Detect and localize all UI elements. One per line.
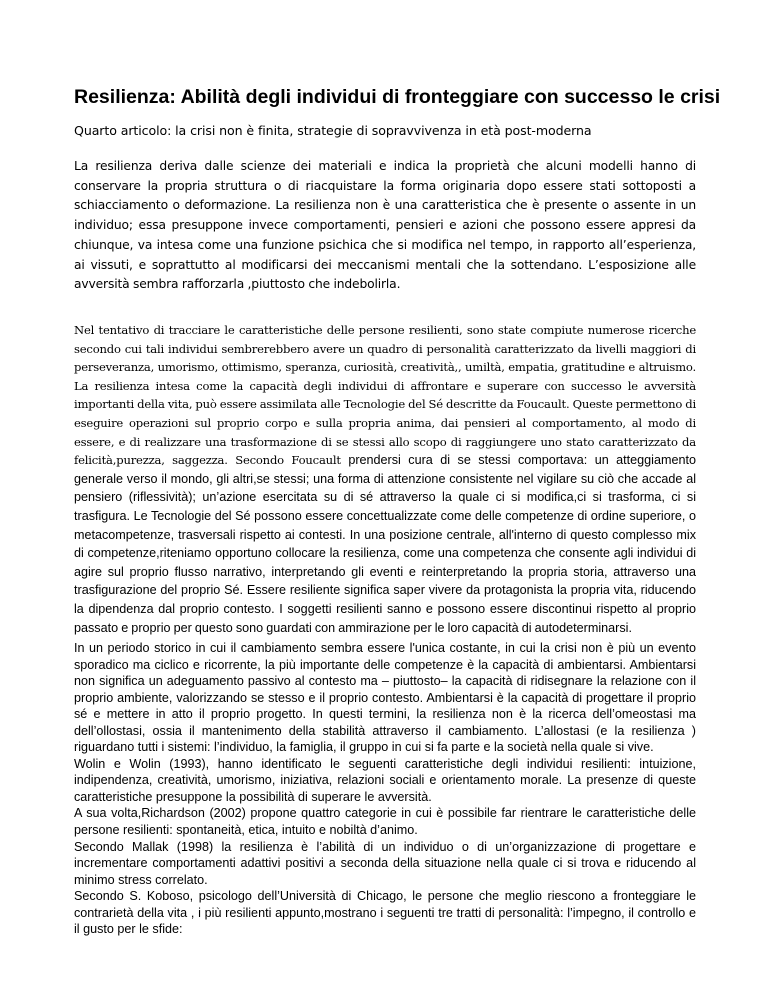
document-subtitle: Quarto articolo: la crisi non è finita, strategie di sopravvivenza in età post-moderna <box>74 123 592 138</box>
paragraph-definition: La resilienza deriva dalle scienze dei materiali e indica la proprietà che alcuni modelli hanno di conservare la propria struttura o di riacquistare la forma originaria dopo essere stati sottoposti a schiacciamento o deformazione. La resilienza non è una caratteristica che è presente o assente in un individuo; essa presuppone invece comportamenti, pensieri e azioni che possono essere appresi da chiunque, va intesa come una funzione psichica che si modifica nel tempo, in rapporto all’esperienza, ai vissuti, e soprattutto al modificarsi dei meccanismi mentali che la sottendano. L’esposizione alle avversità sembra rafforzarla ,piuttosto che indebolirla. <box>74 159 696 292</box>
paragraph-koboso: Secondo S. Koboso, psicologo dell’Università di Chicago, le persone che meglio riescono a fronteggiare le contrarietà della vita , i più resilienti appunto,mostrano i seguenti tre tratti di personalità: l’impegno, il controllo e il gusto per le sfide: <box>74 889 696 937</box>
document-title: Resilienza: Abilità degli individui di fronteggiare con successo le crisi <box>74 86 721 108</box>
paragraph-characteristics <box>74 321 696 637</box>
paragraph-ambientarsi: In un periodo storico in cui il cambiamento sembra essere l'unica costante, in cui la crisi non è più un evento sporadico ma ciclico e ricorrente, la più importante delle competenze è la capacità di ambientarsi. Ambientarsi non significa un adeguamento passivo al contesto ma – piuttosto– la capacità di ridisegnare la relazione con il proprio ambiente, valorizzando se stesso e il proprio contesto. Ambientarsi è la capacità di progettare il proprio sé e mettere in atto il proprio progetto. In questi termini, la resilienza non è la ricerca dell’omeostasi ma dell’ollostasi, ossia il mantenimento della stabilità attraverso il cambiamento. L’allostasi (e la resilienza ) riguardano tutti i sistemi: l’individuo, la famiglia, il gruppo in cui si fa parte e la società nella quale si vive. <box>74 641 696 755</box>
paragraph-wolin: Wolin e Wolin (1993), hanno identificato le seguenti caratteristiche degli individui resilienti: intuizione, indipendenza, creatività, umorismo, iniziativa, relazioni sociali e orientamento morale. La presenze di queste caratteristiche presuppone la possibilità di superare le avversità. <box>74 756 696 804</box>
paragraph-mallak: Secondo Mallak (1998) la resilienza è l’abilità di un individuo o di un’organizzazione di progettare e incrementare comportamenti adattivi positivi a seconda della situazione nella quale ci si trova e riducendo al minimo stress correlato. <box>74 839 696 887</box>
paragraph-richardson: A sua volta,Richardson (2002) propone quattro categorie in cui è possibile far rientrare le caratteristiche delle persone resilienti: spontaneità, etica, intuito e nobiltà d’animo. <box>74 806 696 838</box>
paragraph-block-ambientarsi <box>74 640 696 938</box>
paragraph-characteristics-sans-text: prendersi cura di se stessi comportava: un atteggiamento generale verso il mondo, gli altri,se stessi; una forma di attenzione consistente nel vigilare su ciò che accade al pensiero (riflessività); un’azione esercitata su di sé attraverso la quale ci si modifica,ci si trasforma, ci si trasfigura. Le Tecnologie del Sé possono essere concettualizzate come delle competenze di ordine superiore, o metacompetenze, trasversali rispetto ai contesti. In una posizione centrale, all'interno di questo complesso mix di competenze,riteniamo opportuno collocare la resilienza, come una competenza che consente agli individui di agire sul proprio flusso narrativo, interpretando gli eventi e reinterpretando la propria storia, attraverso una trasfigurazione del proprio Sé. Essere resiliente significa saper vivere da protagonista la propria vita, riducendo la dipendenza dal proprio contesto. I soggetti resilienti sanno e possono essere discontinui rispetto al proprio passato e proprio per questo sono guardati con ammirazione per le loro capacità di autodeterminarsi. <box>74 453 696 635</box>
paragraph-characteristics-serif-text: Nel tentativo di tracciare le caratteristiche delle persone resilienti, sono state compiute numerose ricerche secondo cui tali individui sembrerebbero avere un quadro di personalità caratterizzato da livelli maggiori di perseveranza, umorismo, ottimismo, speranza, curiosità, creatività,, umiltà, empatia, gratitudine e altruismo. La resilienza intesa come la capacità degli individui di affrontare e superare con successo le avversità importanti della vita, può essere assimilata alle Tecnologie del Sé descritte da Foucault. Queste permettono di eseguire operazioni sul proprio corpo e sulla propria anima, dai pensieri al comportamento, al modo di essere, e di realizzare una trasformazione di se stessi allo scopo di raggiungere uno stato caratterizzato da felicità,purezza, saggezza. Secondo Foucault <box>74 323 696 468</box>
